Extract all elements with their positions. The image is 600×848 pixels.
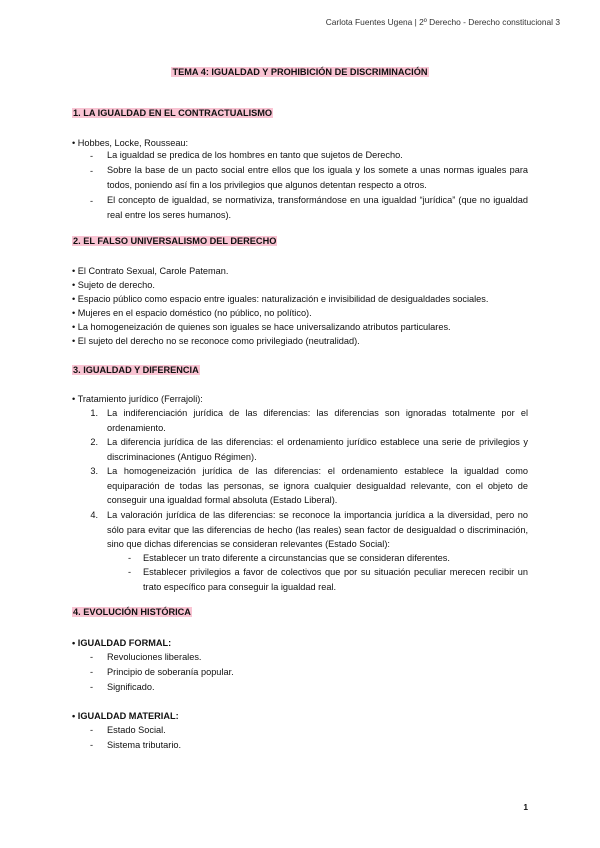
title-text: TEMA 4: IGUALDAD Y PROHIBICIÓN DE DISCRIMINACIÓN xyxy=(172,67,428,77)
section-2-item-6: • El sujeto del derecho no se reconoce como privilegiado (neutralidad). xyxy=(72,336,360,346)
material-item-1: Estado Social. xyxy=(107,725,166,735)
section-2-heading xyxy=(72,236,277,246)
section-3-item-2: La diferencia jurídica de las diferencias: el ordenamiento jurídico establece una serie de privilegios y discriminaciones (Antiguo Régimen). xyxy=(107,437,528,462)
section-2-item-1: • El Contrato Sexual, Carole Pateman. xyxy=(72,266,229,276)
section-3-bullet: • Tratamiento jurídico (Ferrajoli): xyxy=(72,394,203,404)
list-number: 3. xyxy=(90,466,98,476)
section-2-item-3: • Espacio público como espacio entre iguales: naturalización e invisibilidad de desigualdades sociales. xyxy=(72,294,489,304)
section-3-item-3: La homogeneización jurídica de las diferencias: el ordenamiento establece la igualdad como equiparación de todas las personas, se ignora cualquier desigualdad relevante, con el objeto de conseguir una igualdad formal absoluta (Estado Liberal). xyxy=(107,466,528,505)
section-1-item-3: El concepto de igualdad, se normativiza, transformándose en una igualdad “jurídica” (que no igualdad real entre los seres humanos). xyxy=(107,195,528,220)
section-1-bullet: • Hobbes, Locke, Rousseau: xyxy=(72,138,189,148)
section-3-item-4: La valoración jurídica de las diferencias: se reconoce la importancia jurídica a la diversidad, pero no sólo para evitar que las diferencias de hecho (las reales) sean factor de desigualdad o discriminación, sino que dichas diferencias se consideran relevantes (Estado Social): xyxy=(107,510,528,549)
section-1-heading-text: 1. LA IGUALDAD EN EL CONTRACTUALISMO xyxy=(73,108,273,118)
list-number: 1. xyxy=(90,408,98,418)
igualdad-formal-label: • IGUALDAD FORMAL: xyxy=(72,638,172,648)
section-4-heading xyxy=(72,607,192,617)
section-3-heading xyxy=(72,365,200,375)
dash-marker: - xyxy=(90,196,94,206)
section-2-item-2: • Sujeto de derecho. xyxy=(72,280,155,290)
igualdad-material-label: • IGUALDAD MATERIAL: xyxy=(72,711,179,721)
dash-marker: - xyxy=(90,740,94,750)
section-2-heading-text: 2. EL FALSO UNIVERSALISMO DEL DERECHO xyxy=(73,236,277,246)
formal-item-3: Significado. xyxy=(107,682,155,692)
page-header: Carlota Fuentes Ugena | 2º Derecho - Derecho constitucional 3 xyxy=(325,17,560,27)
section-1-item-1: La igualdad se predica de los hombres en tanto que sujetos de Derecho. xyxy=(107,150,403,160)
list-number: 4. xyxy=(90,510,98,520)
dash-marker: - xyxy=(90,682,94,692)
dash-marker: - xyxy=(90,166,94,176)
dash-marker: - xyxy=(90,652,94,662)
dash-marker: - xyxy=(128,567,132,577)
formal-item-2: Principio de soberanía popular. xyxy=(107,667,234,677)
dash-marker: - xyxy=(90,151,94,161)
material-item-2: Sistema tributario. xyxy=(107,740,182,750)
dash-marker: - xyxy=(90,725,94,735)
formal-item-1: Revoluciones liberales. xyxy=(107,652,202,662)
section-3-subitem-2: Establecer privilegios a favor de colectivos que por su situación peculiar merecen recibir un trato específico para conseguir la igualdad real. xyxy=(143,567,528,592)
section-3-item-1: La indiferenciación jurídica de las diferencias: las diferencias son ignoradas totalmente por el ordenamiento. xyxy=(107,408,528,433)
section-1-item-2: Sobre la base de un pacto social entre ellos que los iguala y los somete a unas normas iguales para todos, poniendo así fin a los privilegios que algunos detentan respecto a otros. xyxy=(107,165,528,190)
section-2-item-4: • Mujeres en el espacio doméstico (no público, no político). xyxy=(72,308,312,318)
section-3-subitem-1: Establecer un trato diferente a circunstancias que se consideran diferentes. xyxy=(143,553,450,563)
page-number: 1 xyxy=(523,802,528,812)
dash-marker: - xyxy=(128,553,132,563)
section-2-item-5: • La homogeneización de quienes son iguales se hace universalizando atributos particulares. xyxy=(72,322,451,332)
section-3-heading-text: 3. IGUALDAD Y DIFERENCIA xyxy=(73,365,199,375)
section-1-heading xyxy=(72,108,273,118)
document-title xyxy=(0,67,600,77)
section-4-heading-text: 4. EVOLUCIÓN HISTÓRICA xyxy=(73,607,191,617)
dash-marker: - xyxy=(90,667,94,677)
list-number: 2. xyxy=(90,437,98,447)
